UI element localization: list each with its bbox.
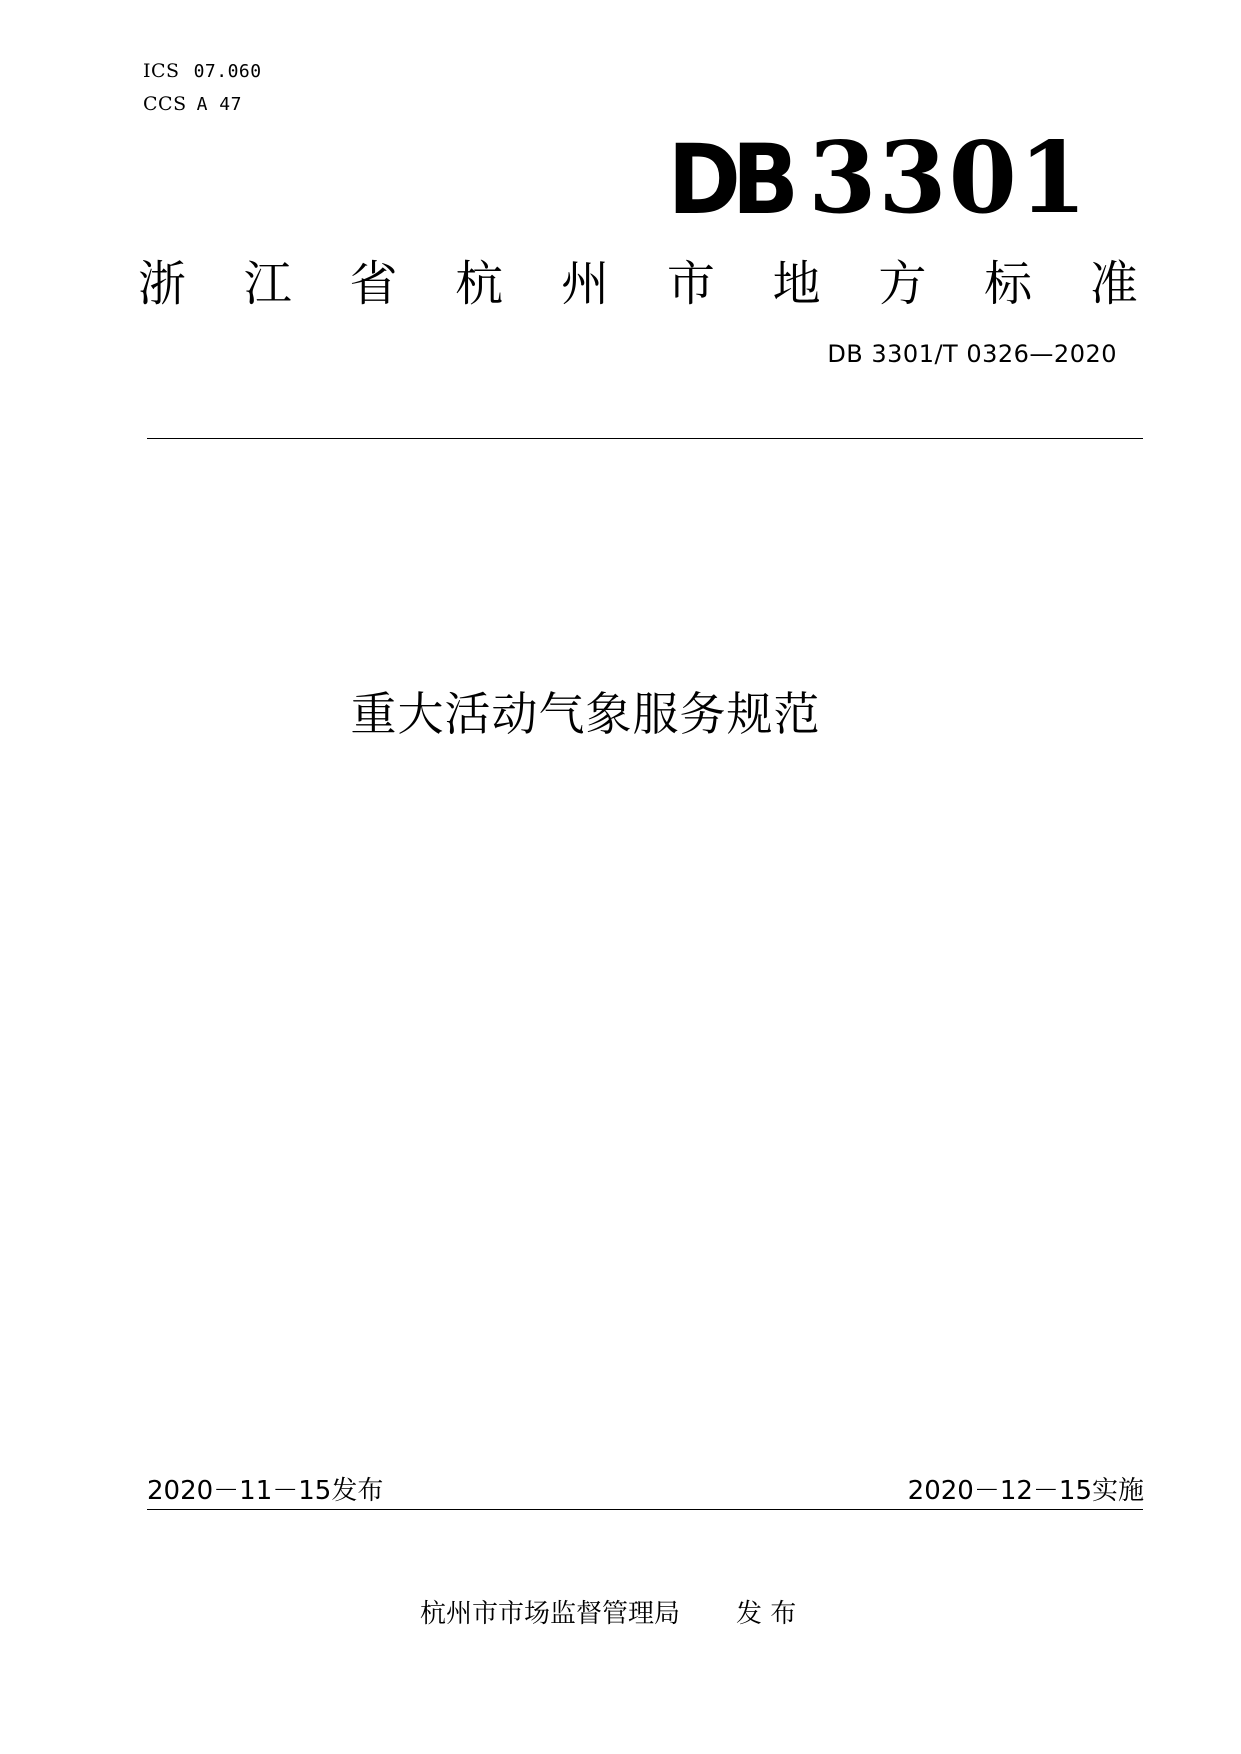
- issuer-title-char: 州: [561, 256, 610, 312]
- issuer-title-char: 杭: [455, 256, 504, 312]
- publisher-line: [420, 1593, 796, 1630]
- publisher-action: 发 布: [736, 1599, 797, 1629]
- issuer-title-char: 省: [349, 256, 398, 312]
- ics-label: ICS: [143, 60, 180, 82]
- issuer-title-char: 标: [984, 256, 1033, 312]
- publisher-name: 杭州市市场监督管理局: [420, 1599, 681, 1629]
- issuer-title: [138, 256, 1138, 312]
- db-logo-letters: DB: [668, 124, 791, 236]
- issuer-title-char: 市: [666, 256, 715, 312]
- issuer-title-char: 浙: [138, 256, 187, 312]
- effective-date: 2020－12－15实施: [907, 1476, 1144, 1506]
- bottom-divider: [147, 1509, 1143, 1510]
- issue-date: 2020－11－15发布: [147, 1476, 384, 1506]
- ics-line: [143, 60, 262, 82]
- issuer-title-char: 江: [243, 256, 292, 312]
- issuer-title-char: 方: [878, 256, 927, 312]
- db-logo: [657, 121, 1089, 236]
- issuer-title-char: 地: [772, 256, 821, 312]
- document-title: 重大活动气象服务规范: [350, 687, 821, 741]
- ccs-code: A 47: [196, 94, 242, 115]
- issuer-title-char: 准: [1089, 256, 1138, 312]
- ics-code: 07.060: [193, 61, 262, 82]
- standard-number: DB 3301/T 0326—2020: [827, 340, 1117, 368]
- top-divider: [147, 438, 1143, 439]
- ccs-line: [143, 93, 242, 115]
- ccs-label: CCS: [143, 93, 187, 115]
- db-logo-number: 3301: [808, 121, 1089, 236]
